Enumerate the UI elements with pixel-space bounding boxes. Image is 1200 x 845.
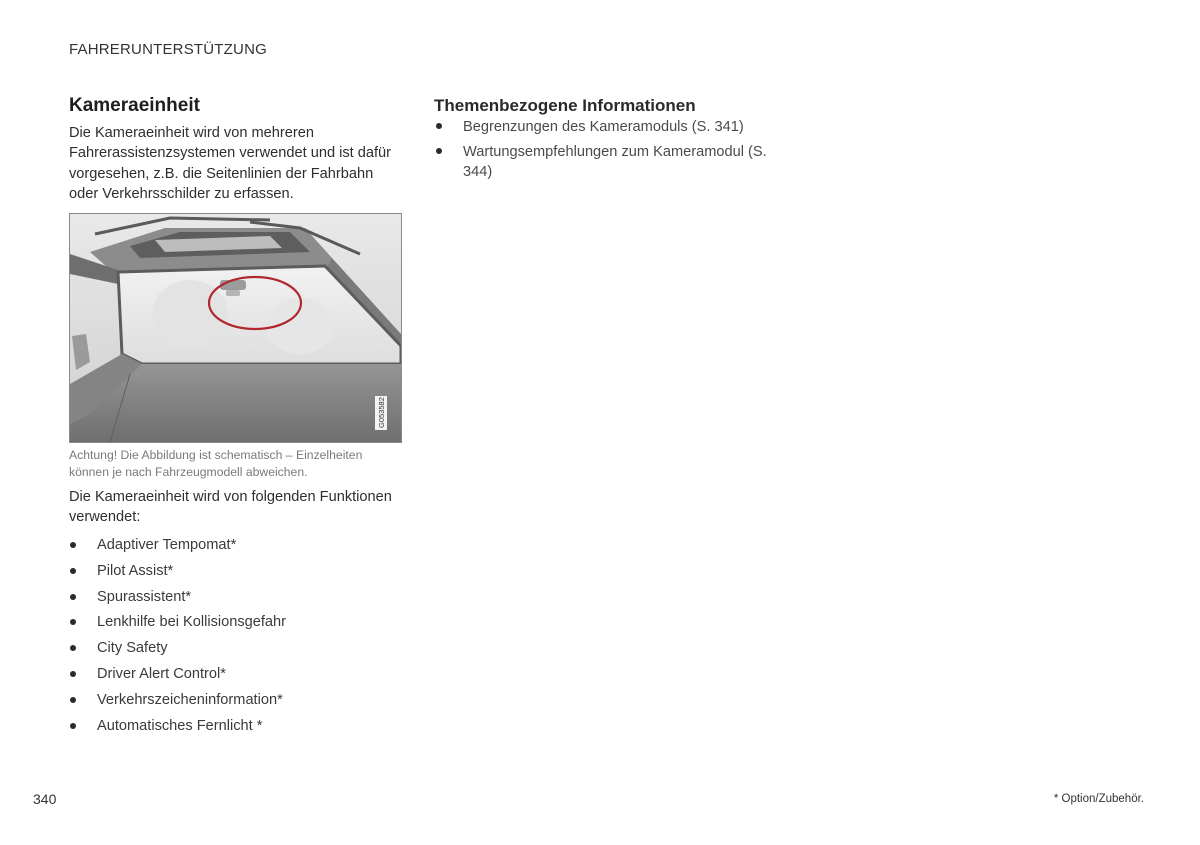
page-number: 340 [33,791,57,807]
bullet-icon [70,568,76,574]
bullet-icon [70,542,76,548]
bullet-icon [436,148,442,154]
functions-intro: Die Kameraeinheit wird von folgenden Funktionen verwendet: [69,489,392,526]
bullet-icon [436,123,442,129]
windshield-camera-illustration [69,213,402,443]
bullet-icon [70,594,76,600]
list-item: Adaptiver Tempomat* [69,535,286,561]
list-item: City Safety [69,638,286,664]
left-column [69,94,401,205]
bullet-icon [70,619,76,625]
related-information [434,95,774,187]
list-item: Verkehrszeicheninformation* [69,690,286,716]
page-title: Kameraeinheit [69,95,200,116]
list-item: Lenkhilfe bei Kollisionsgefahr [69,612,286,638]
bullet-icon [70,645,76,651]
intro-paragraph: Die Kameraeinheit wird von mehreren Fahrerassistenzsystemen verwendet und ist dafür vorgesehen, z.B. die Seitenlinien der Fahrbahn oder Verkehrsschilder zu erfassen. [69,125,392,203]
functions-list [69,535,286,741]
section-header: FAHRERUNTERSTÜTZUNG [69,41,267,58]
list-item: Automatisches Fernlicht * [69,716,286,742]
footnote: * Option/Zubehör. [1053,793,1144,805]
figure-code: G053582 [377,397,386,428]
related-list [434,117,774,182]
related-heading: Themenbezogene Informationen [434,96,696,115]
related-link-camera-limits[interactable]: Begrenzungen des Kameramoduls (S. 341) [434,117,774,137]
bullet-icon [70,723,76,729]
bullet-icon [70,697,76,703]
figure-caption: Achtung! Die Abbildung ist schematisch – Einzelheiten können je nach Fahrzeugmodell abweichen. [69,448,363,479]
car-windshield-drawing [70,214,401,442]
list-item: Spurassistent* [69,587,286,613]
bullet-icon [70,671,76,677]
list-item: Pilot Assist* [69,561,286,587]
list-item: Driver Alert Control* [69,664,286,690]
related-link-camera-maintenance[interactable]: Wartungsempfehlungen zum Kameramodul (S. 344) [434,142,774,182]
